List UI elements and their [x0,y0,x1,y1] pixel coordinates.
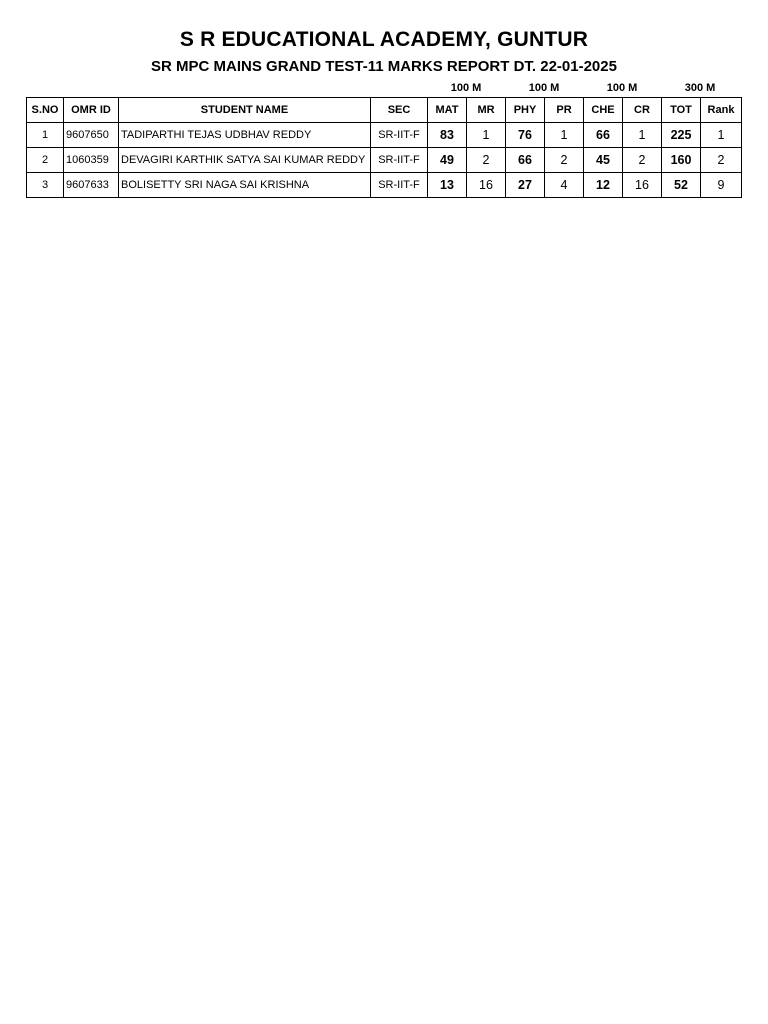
cell-rank: 9 [701,173,742,198]
cell-tot: 225 [662,123,701,148]
column-header-mr: MR [467,98,506,123]
cell-omr-id: 9607650 [64,123,119,148]
cell-cr: 1 [623,123,662,148]
cell-rank: 2 [701,148,742,173]
cell-pr: 2 [545,148,584,173]
cell-mr: 1 [467,123,506,148]
cell-mr: 2 [467,148,506,173]
column-header-cr: CR [623,98,662,123]
column-header-student-name: STUDENT NAME [119,98,371,123]
cell-che: 66 [584,123,623,148]
cell-sno: 2 [27,148,64,173]
cell-student-name: DEVAGIRI KARTHIK SATYA SAI KUMAR REDDY [119,148,371,173]
column-header-sec: SEC [371,98,428,123]
cell-pr: 1 [545,123,584,148]
cell-sno: 1 [27,123,64,148]
cell-tot: 160 [662,148,701,173]
cell-omr-id: 1060359 [64,148,119,173]
column-header-mat: MAT [428,98,467,123]
cell-che: 12 [584,173,623,198]
cell-phy: 76 [506,123,545,148]
cell-cr: 2 [623,148,662,173]
cell-student-name: TADIPARTHI TEJAS UDBHAV REDDY [119,123,371,148]
table-row [27,123,742,148]
column-header-omr-id: OMR ID [64,98,119,123]
max-marks-row [26,82,741,96]
cell-mat: 83 [428,123,467,148]
report-subtitle: SR MPC MAINS GRAND TEST-11 MARKS REPORT DT. 22-01-2025 [151,58,617,75]
marks-table [26,97,742,198]
cell-phy: 27 [506,173,545,198]
cell-sec: SR-IIT-F [371,173,428,198]
cell-cr: 16 [623,173,662,198]
cell-mat: 13 [428,173,467,198]
cell-che: 45 [584,148,623,173]
cell-mr: 16 [467,173,506,198]
cell-tot: 52 [662,173,701,198]
cell-sno: 3 [27,173,64,198]
cell-mat: 49 [428,148,467,173]
cell-omr-id: 9607633 [64,173,119,198]
column-header-tot: TOT [662,98,701,123]
cell-student-name: BOLISETTY SRI NAGA SAI KRISHNA [119,173,371,198]
max-marks-tot: 300 M [684,82,716,94]
cell-sec: SR-IIT-F [371,148,428,173]
column-header-pr: PR [545,98,584,123]
column-header-sno: S.NO [27,98,64,123]
column-header-phy: PHY [506,98,545,123]
max-marks-phy: 100 M [528,82,560,94]
max-marks-che: 100 M [606,82,638,94]
table-row [27,173,742,198]
column-header-che: CHE [584,98,623,123]
max-marks-mat: 100 M [450,82,482,94]
cell-phy: 66 [506,148,545,173]
cell-pr: 4 [545,173,584,198]
column-header-rank: Rank [701,98,742,123]
cell-rank: 1 [701,123,742,148]
table-row [27,148,742,173]
table-header-row [27,98,742,123]
cell-sec: SR-IIT-F [371,123,428,148]
page-title: S R EDUCATIONAL ACADEMY, GUNTUR [179,28,589,51]
